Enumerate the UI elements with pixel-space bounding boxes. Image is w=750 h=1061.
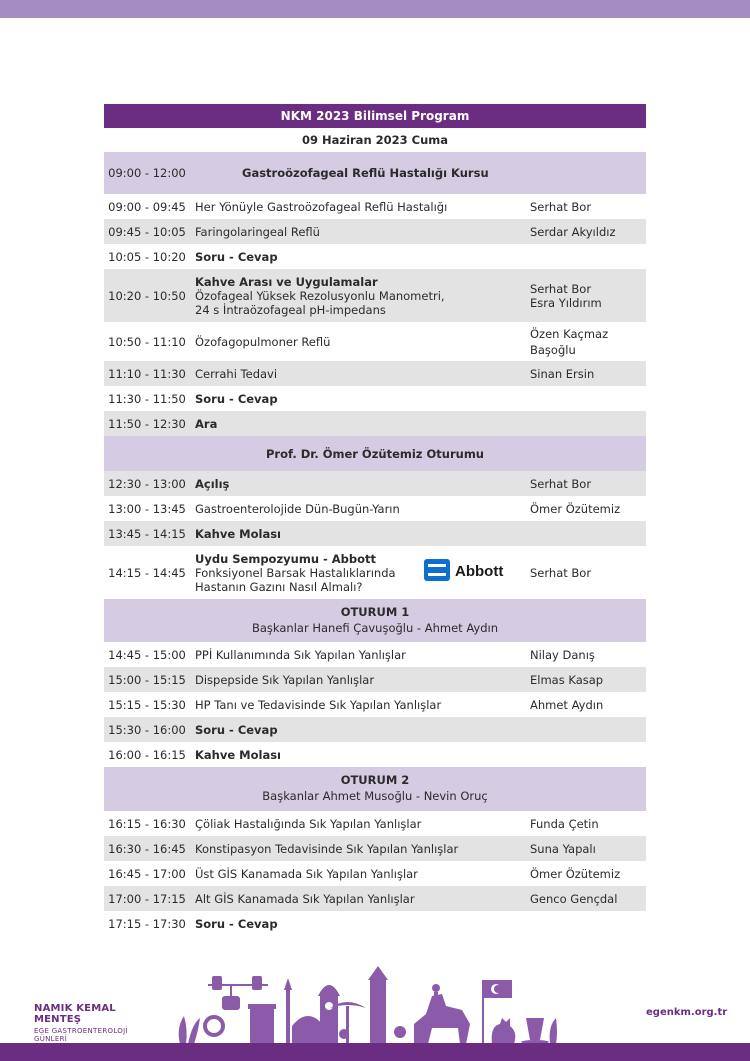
- bottom-decorative-bar: [0, 1043, 750, 1061]
- speaker-cell: Nilay Danış: [530, 647, 595, 662]
- title-cell: Soru - Cevap: [195, 249, 278, 264]
- time-cell: 15:00 - 15:15: [108, 672, 186, 687]
- title-line-3: 24 s İntraözofageal pH-impedans: [195, 302, 386, 317]
- session-title: OTURUM 1: [340, 605, 410, 619]
- session-chairs: Başkanlar Ahmet Musoğlu - Nevin Oruç: [262, 789, 488, 803]
- schedule-row: [104, 861, 646, 886]
- izmir-skyline-illustration: [170, 966, 560, 1044]
- time-cell: 10:50 - 11:10: [108, 334, 186, 349]
- time-cell: 11:10 - 11:30: [108, 366, 186, 381]
- title-cell: [195, 275, 525, 317]
- session-header-row: [104, 599, 646, 642]
- session-title: Prof. Dr. Ömer Özütemiz Oturumu: [266, 446, 484, 461]
- title-cell: Soru - Cevap: [195, 722, 278, 737]
- title-cell: HP Tanı ve Tedavisinde Sık Yapılan Yanlışlar: [195, 697, 442, 712]
- title-cell: Kahve Molası: [195, 526, 281, 541]
- title-cell: Faringolaringeal Reflü: [195, 224, 320, 239]
- session-header-row: [104, 436, 646, 471]
- speaker-cell: Funda Çetin: [530, 816, 599, 831]
- time-cell: 17:00 - 17:15: [108, 891, 186, 906]
- title-cell: Açılış: [195, 476, 230, 491]
- title-cell: Ara: [195, 416, 218, 431]
- schedule-row: [104, 521, 646, 546]
- schedule-row: [104, 496, 646, 521]
- title-cell: Soru - Cevap: [195, 391, 278, 406]
- time-cell: 16:30 - 16:45: [108, 841, 186, 856]
- title-line-2: Özofageal Yüksek Rezolusyonlu Manometri,: [195, 288, 445, 303]
- time-cell: 13:45 - 14:15: [108, 526, 186, 541]
- time-cell: 16:00 - 16:15: [108, 747, 186, 762]
- schedule-row: [104, 667, 646, 692]
- time-cell: 16:15 - 16:30: [108, 816, 186, 831]
- schedule-row-course: [104, 152, 646, 194]
- title-line-3: Hastanın Gazını Nasıl Almalı?: [195, 579, 363, 594]
- schedule-row: [104, 269, 646, 322]
- time-cell: 15:15 - 15:30: [108, 697, 186, 712]
- title-cell: Her Yönüyle Gastroözofageal Reflü Hastalığı: [195, 199, 448, 214]
- speaker-cell: Elmas Kasap: [530, 672, 604, 687]
- title-cell: Dispepside Sık Yapılan Yanlışlar: [195, 672, 375, 687]
- schedule-row: [104, 361, 646, 386]
- session-header-row: [104, 767, 646, 811]
- title-cell: Üst GİS Kanamada Sık Yapılan Yanlışlar: [195, 866, 418, 881]
- title-cell: Cerrahi Tedavi: [195, 366, 278, 381]
- title-cell: Kahve Molası: [195, 747, 281, 762]
- time-cell: 10:20 - 10:50: [108, 288, 186, 303]
- course-title: Gastroözofageal Reflü Hastalığı Kursu: [242, 166, 489, 180]
- time-cell: 09:00 - 12:00: [108, 166, 186, 180]
- title-cell: Özofagopulmoner Reflü: [195, 334, 331, 349]
- speaker-line-1: Serhat Bor: [530, 281, 592, 296]
- speaker-cell: Genco Gençdal: [530, 891, 618, 906]
- time-cell: 14:45 - 15:00: [108, 647, 186, 662]
- speaker-cell: Suna Yapalı: [530, 841, 596, 856]
- speaker-cell: Ahmet Aydın: [530, 697, 604, 712]
- speaker-cell: Serhat Bor: [530, 476, 592, 491]
- program-date-row: [104, 128, 646, 152]
- time-cell: 11:50 - 12:30: [108, 416, 186, 431]
- speaker-cell: [530, 326, 644, 358]
- session-chairs: Başkanlar Hanefi Çavuşoğlu - Ahmet Aydın: [251, 621, 499, 635]
- speaker-line-1: Özen Kaçmaz: [530, 326, 609, 341]
- speaker-cell: [530, 282, 644, 310]
- schedule-row: [104, 411, 646, 436]
- organizer-name: NAMIK KEMAL MENTEŞ: [34, 1003, 116, 1025]
- schedule-row: [104, 911, 646, 936]
- website-url: egenkm.org.tr: [646, 1007, 728, 1018]
- title-line-2: Fonksiyonel Barsak Hastalıklarında: [195, 565, 396, 580]
- time-cell: 12:30 - 13:00: [108, 476, 186, 491]
- time-cell: 13:00 - 13:45: [108, 501, 186, 516]
- abbott-logo: [424, 558, 516, 582]
- schedule-row: [104, 717, 646, 742]
- speaker-cell: Ömer Özütemiz: [530, 866, 621, 881]
- schedule-row-satellite-symposium: [104, 546, 646, 599]
- schedule-row: [104, 244, 646, 269]
- schedule-row: [104, 471, 646, 496]
- title-cell: Çöliak Hastalığında Sık Yapılan Yanlışlar: [195, 816, 422, 831]
- program-table: [104, 104, 646, 936]
- program-title: NKM 2023 Bilimsel Program: [280, 109, 470, 123]
- schedule-row: [104, 322, 646, 361]
- title-line-1: Uydu Sempozyumu - Abbott: [195, 551, 377, 566]
- time-cell: 09:00 - 09:45: [108, 199, 186, 214]
- time-cell: 11:30 - 11:50: [108, 391, 186, 406]
- schedule-row: [104, 692, 646, 717]
- speaker-cell: Serdar Akyıldız: [530, 224, 616, 239]
- title-line-1: Kahve Arası ve Uygulamalar: [195, 274, 378, 289]
- title-cell: Konstipasyon Tedavisinde Sık Yapılan Yanlışlar: [195, 841, 459, 856]
- schedule-row: [104, 642, 646, 667]
- abbott-logo-wordmark: Abbott: [455, 563, 504, 580]
- time-cell: 14:15 - 14:45: [108, 565, 186, 580]
- session-title: OTURUM 2: [340, 773, 410, 787]
- time-cell: 10:05 - 10:20: [108, 249, 186, 264]
- speaker-line-2: Esra Yıldırım: [530, 295, 602, 310]
- schedule-row: [104, 886, 646, 911]
- title-cell: Gastroenterolojide Dün-Bugün-Yarın: [195, 501, 400, 516]
- time-cell: 09:45 - 10:05: [108, 224, 186, 239]
- speaker-cell: Sinan Ersin: [530, 366, 595, 381]
- program-title-bar: [104, 104, 646, 128]
- program-date: 09 Haziran 2023 Cuma: [301, 133, 449, 147]
- schedule-row: [104, 836, 646, 861]
- speaker-cell: Ömer Özütemiz: [530, 501, 621, 516]
- speaker-line-2: Başoğlu: [530, 342, 576, 357]
- title-cell: Alt GİS Kanamada Sık Yapılan Yanlışlar: [195, 891, 415, 906]
- title-cell: PPİ Kullanımında Sık Yapılan Yanlışlar: [195, 647, 406, 662]
- time-cell: 16:45 - 17:00: [108, 866, 186, 881]
- time-cell: 15:30 - 16:00: [108, 722, 186, 737]
- schedule-row: [104, 194, 646, 219]
- schedule-row: [104, 742, 646, 767]
- schedule-row: [104, 219, 646, 244]
- speaker-cell: Serhat Bor: [530, 565, 592, 580]
- schedule-row: [104, 811, 646, 836]
- time-cell: 17:15 - 17:30: [108, 916, 186, 931]
- schedule-row: [104, 386, 646, 411]
- speaker-cell: Serhat Bor: [530, 199, 592, 214]
- top-decorative-bar: [0, 0, 750, 18]
- title-cell: Soru - Cevap: [195, 916, 278, 931]
- organizer-logo-text: [34, 1003, 154, 1043]
- organizer-subtitle: EGE GASTROENTEROLOJİ GÜNLERİ: [34, 1027, 128, 1043]
